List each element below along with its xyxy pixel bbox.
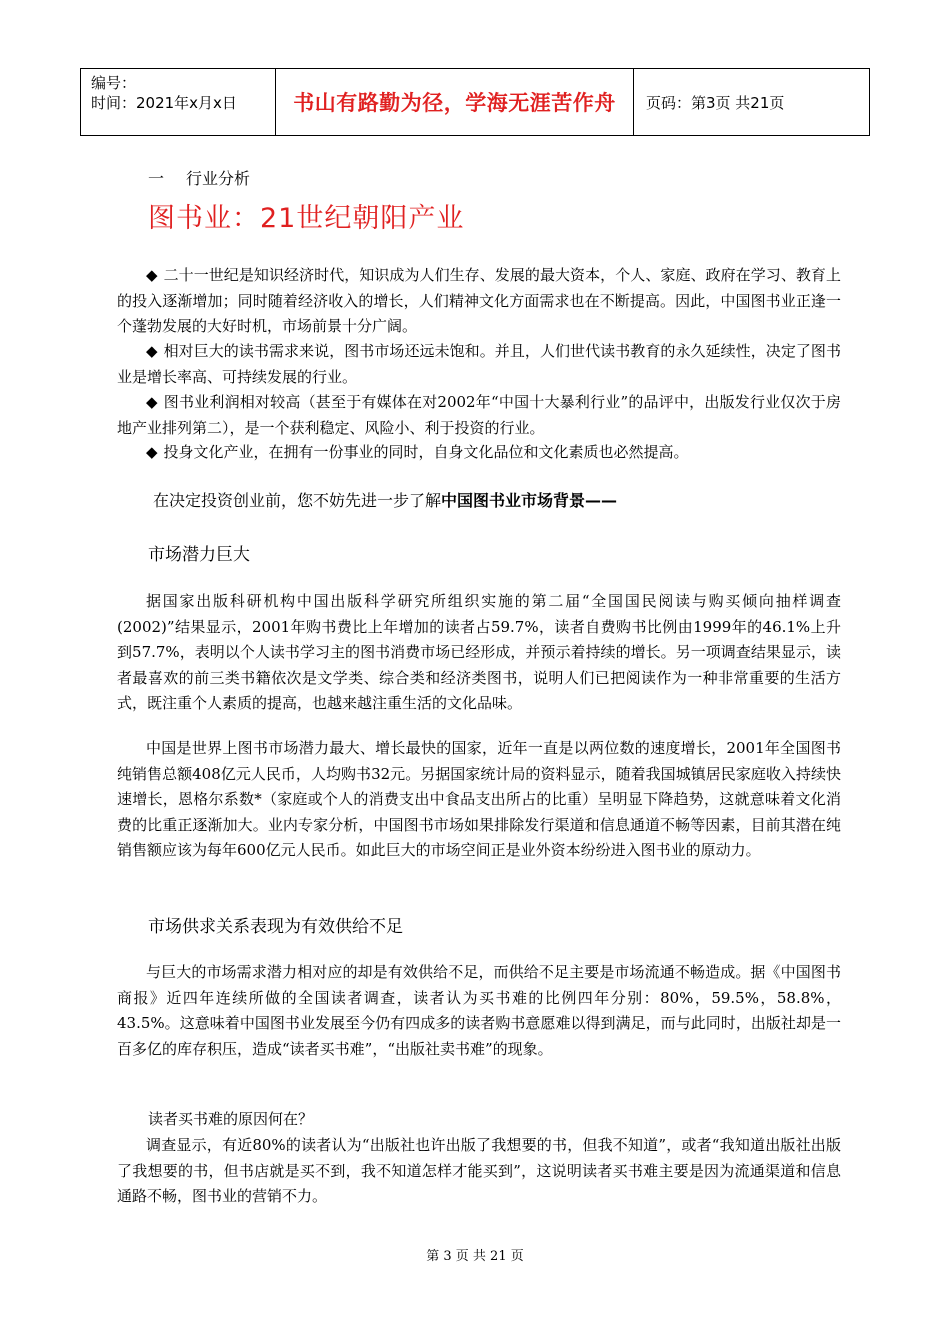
bullet-paragraph-1 <box>117 263 841 340</box>
paragraph-supply-1: 与巨大的市场需求潜力相对应的却是有效供给不足，而供给不足主要是市场流通不畅造成。据《中国图书商报》近四年连续所做的全国读者调查，读者认为买书难的比例四年分别：80%，59.5%，58.8%，43.5%。这意味着中国图书业发展至今仍有四成多的读者购书意愿难以得到满足，而与此同时，出版社却是一百多亿的库存积压，造成“读者买书难”，“出版社卖书难”的现象。 <box>117 963 841 1058</box>
page-footer: 第 3 页 共 21 页 <box>426 1249 524 1264</box>
main-title: 图书业：21世纪朝阳产业 <box>148 203 465 234</box>
header-meta-cell <box>81 69 276 135</box>
bullet-text-4: 投身文化产业，在拥有一份事业的同时，自身文化品位和文化素质也必然提高。 <box>163 443 689 461</box>
diamond-bullet-icon: ◆ <box>146 266 158 284</box>
header-table <box>80 68 870 136</box>
section-title: 行业分析 <box>186 169 251 188</box>
header-page-label: 页码：第3页 共21页 <box>646 93 785 112</box>
header-number-label: 编号： <box>91 74 137 92</box>
subsection-title-potential: 市场潜力巨大 <box>148 545 250 565</box>
header-motto: 书山有路勤为径，学海无涯苦作舟 <box>276 69 634 135</box>
bullet-paragraph-4 <box>117 440 841 466</box>
lead-text: 在决定投资创业前，您不妨先进一步了解 <box>153 491 442 510</box>
subsection-title-supply: 市场供求关系表现为有效供给不足 <box>148 917 403 937</box>
lead-sentence <box>153 488 617 511</box>
paragraph-potential-1: 据国家出版科研机构中国出版科学研究所组织实施的第二届“全国国民阅读与购买倾向抽样调查(2002)”结果显示，2001年购书费比上年增加的读者占59.7%，读者自费购书比例由1999年的46.1%上升到57.7%，表明以个人读书学习主的图书消费市场已经形成，并预示着持续的增长。另一项调查结果显示，读者最喜欢的前三类书籍依次是文学类、综合类和经济类图书，说明人们已把阅读作为一种非常重要的生活方式，既注重个人素质的提高，也越来越注重生活的文化品味。 <box>117 592 841 712</box>
bullet-text-2: 相对巨大的读书需求来说，图书市场还远未饱和。并且，人们世代读书教育的永久延续性，决定了图书业是增长率高、可持续发展的行业。 <box>117 342 841 386</box>
paragraph-question-1: 调查显示，有近80%的读者认为“出版社也许出版了我想要的书，但我不知道”，或者“我知道出版社出版了我想要的书，但书店就是买不到，我不知道怎样才能买到”，这说明读者买书难主要是因为流通渠道和信息通路不畅，图书业的营销不力。 <box>117 1136 841 1205</box>
diamond-bullet-icon: ◆ <box>146 393 158 411</box>
section-number: 一 <box>148 169 165 188</box>
section-heading <box>148 166 250 189</box>
lead-bold-text: 中国图书业市场背景—— <box>441 491 618 510</box>
question-heading: 读者买书难的原因何在？ <box>148 1110 314 1128</box>
diamond-bullet-icon: ◆ <box>146 342 158 360</box>
bullet-paragraph-3 <box>117 390 841 441</box>
bullet-paragraph-2 <box>117 339 841 390</box>
header-date-label: 时间：2021年x月x日 <box>91 94 237 112</box>
diamond-bullet-icon: ◆ <box>146 443 158 461</box>
bullet-text-3: 图书业利润相对较高（甚至于有媒体在对2002年“中国十大暴利行业”的品评中，出版发行业仅次于房地产业排列第二），是一个获利稳定、风险小、利于投资的行业。 <box>117 393 841 437</box>
bullet-text-1: 二十一世纪是知识经济时代，知识成为人们生存、发展的最大资本，个人、家庭、政府在学习、教育上的投入逐渐增加；同时随着经济收入的增长，人们精神文化方面需求也在不断提高。因此，中国图书业正逢一个蓬勃发展的大好时机，市场前景十分广阔。 <box>117 266 841 335</box>
paragraph-potential-2: 中国是世界上图书市场潜力最大、增长最快的国家，近年一直是以两位数的速度增长，2001年全国图书纯销售总额408亿元人民币，人均购书32元。另据国家统计局的资料显示，随着我国城镇居民家庭收入持续快速增长，恩格尔系数*（家庭或个人的消费支出中食品支出所占的比重）呈明显下降趋势，这就意味着文化消费的比重正逐渐加大。业内专家分析，中国图书市场如果排除发行渠道和信息通道不畅等因素，目前其潜在纯销售额应该为每年600亿元人民币。如此巨大的市场空间正是业外资本纷纷进入图书业的原动力。 <box>117 739 841 859</box>
